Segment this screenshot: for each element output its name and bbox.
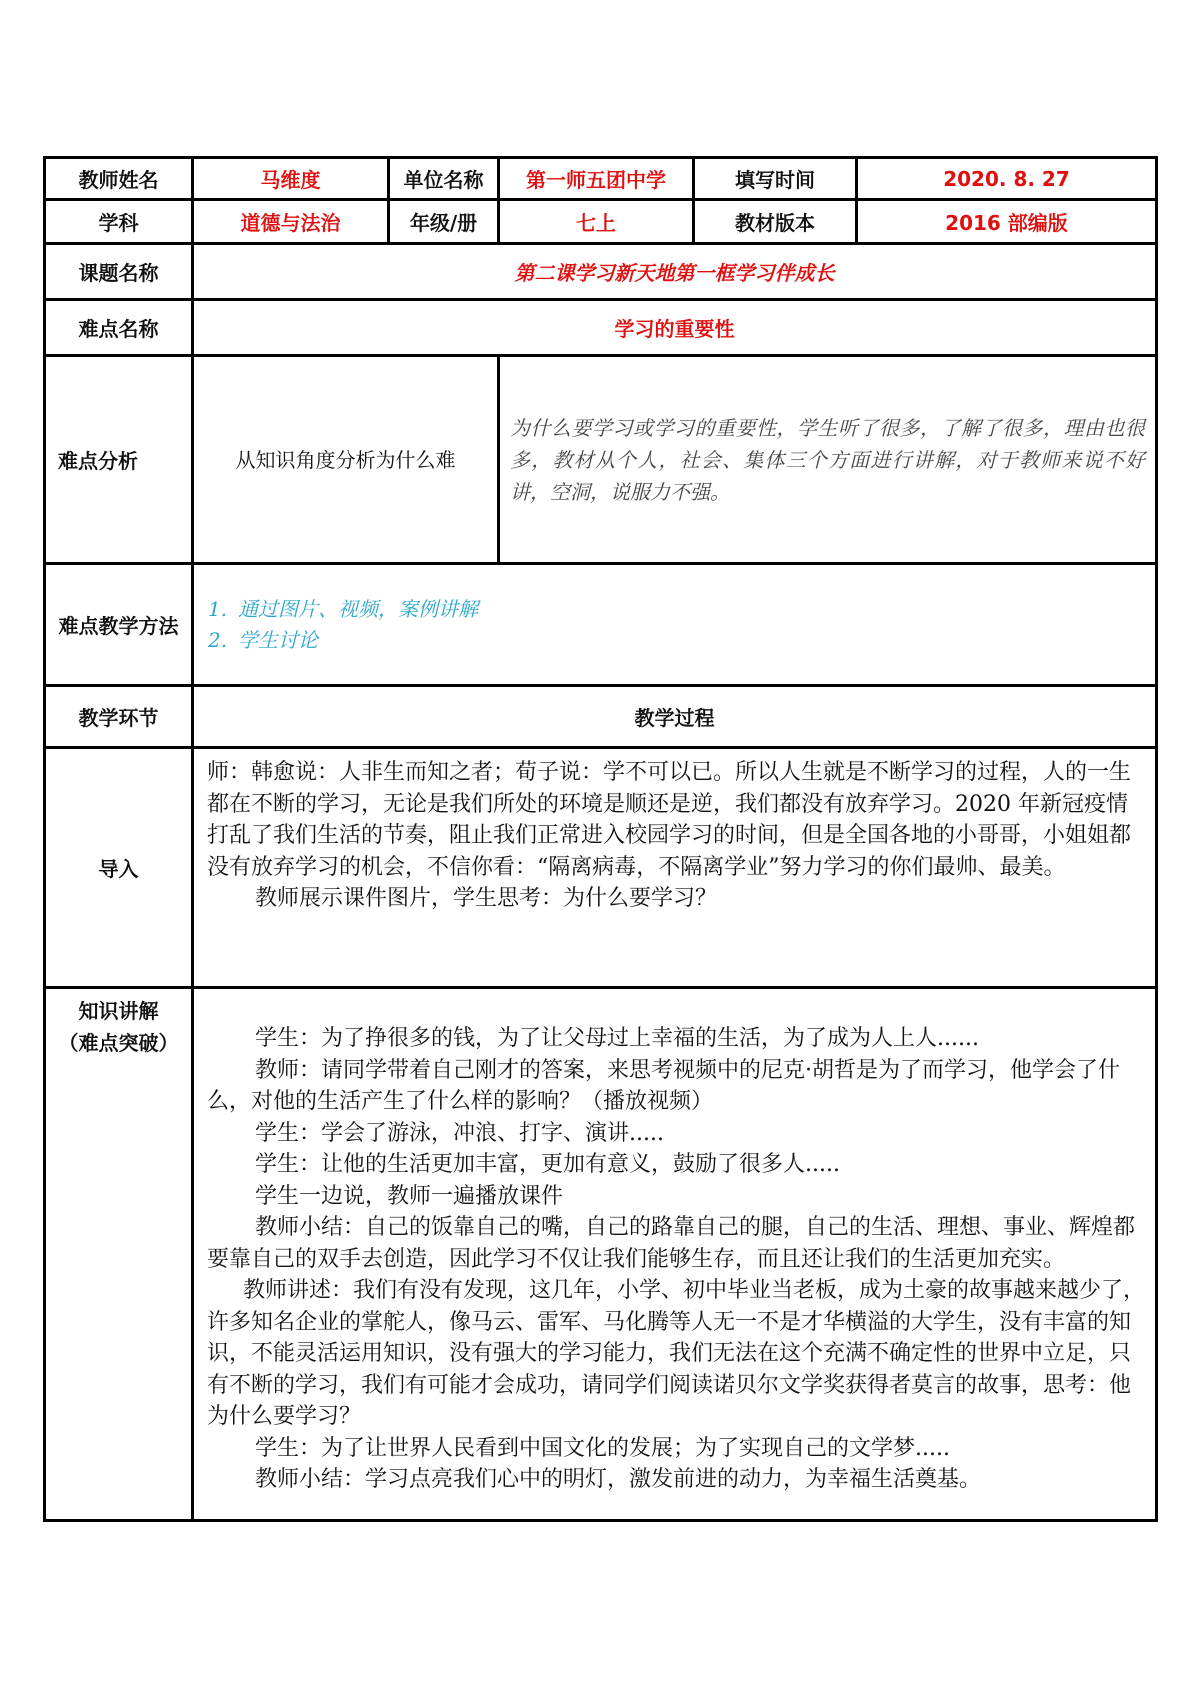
- difficulty-value: 学习的重要性: [193, 300, 1157, 356]
- unit-label: 单位名称: [389, 158, 499, 200]
- header-row-1: [45, 158, 1157, 200]
- intro-paragraph: 教师展示课件图片，学生思考：为什么要学习？: [255, 886, 718, 911]
- knowledge-row: [45, 988, 1157, 1521]
- edition-value: 2016 部编版: [857, 200, 1157, 244]
- method-label: 难点教学方法: [45, 564, 193, 686]
- knowledge-paragraph: 教师讲述：我们有没有发现，这几年，小学、初中毕业当老板，成为土豪的故事越来越少了，许多知名企业的掌舵人，像马云、雷军、马化腾等人无一不是才华横溢的大学生，没有丰富的知识，不能灵活运用知识，没有强大的学习能力，我们无法在这个充满不确定性的世界中立足，只有不断的学习，我们有可能才会成功，请同学们阅读诺贝尔文学奖获得者莫言的故事，思考：他为什么要学习？: [207, 1278, 1146, 1429]
- knowledge-paragraph: 学生：让他的生活更加丰富，更加有意义，鼓励了很多人.....: [255, 1152, 840, 1177]
- process-header-row: [45, 686, 1157, 748]
- knowledge-paragraph: 学生：为了挣很多的钱，为了让父母过上幸福的生活，为了成为人上人......: [255, 1026, 979, 1051]
- knowledge-content: [193, 988, 1157, 1521]
- intro-content: [193, 748, 1157, 988]
- teacher-label: 教师姓名: [45, 158, 193, 200]
- method-list: [193, 564, 1157, 686]
- method-item: 1. 通过图片、视频，案例讲解: [208, 596, 478, 621]
- analysis-label: 难点分析: [45, 356, 193, 564]
- edition-label: 教材版本: [694, 200, 857, 244]
- knowledge-paragraph: 学生：为了让世界人民看到中国文化的发展；为了实现自己的文学梦.....: [255, 1435, 950, 1461]
- knowledge-paragraph: 学生一边说，教师一遍播放课件: [255, 1183, 564, 1209]
- difficulty-label: 难点名称: [45, 300, 193, 356]
- subject-value: 道德与法治: [193, 200, 389, 244]
- teacher-value: 马维度: [193, 158, 389, 200]
- knowledge-label-line2: （难点突破）: [58, 1031, 179, 1055]
- grade-value: 七上: [499, 200, 694, 244]
- header-row-2: [45, 200, 1157, 244]
- process-content-header: 教学过程: [193, 686, 1157, 748]
- knowledge-paragraph: 教师小结：学习点亮我们心中的明灯，激发前进的动力，为幸福生活奠基。: [255, 1467, 982, 1492]
- method-row: [45, 564, 1157, 686]
- analysis-sub-label: 从知识角度分析为什么难: [193, 356, 499, 564]
- knowledge-paragraph: 学生：学会了游泳，冲浪、打字、演讲.....: [255, 1120, 664, 1146]
- process-stage-header: 教学环节: [45, 686, 193, 748]
- knowledge-label: [45, 988, 193, 1521]
- knowledge-label-line1: 知识讲解: [78, 999, 159, 1023]
- knowledge-paragraph: 教师小结：自己的饭靠自己的嘴，自己的路靠自己的腿，自己的生活、理想、事业、辉煌都要靠自己的双手去创造，因此学习不仅让我们能够生存，而且还让我们的生活更加充实。: [207, 1215, 1136, 1272]
- intro-row: [45, 748, 1157, 988]
- topic-value: 第二课学习新天地第一框学习伴成长: [193, 244, 1157, 300]
- unit-value: 第一师五团中学: [499, 158, 694, 200]
- knowledge-paragraph: 教师：请同学带着自己刚才的答案，来思考视频中的尼克·胡哲是为了而学习，他学会了什么，对他的生活产生了什么样的影响？（播放视频）: [207, 1057, 1120, 1114]
- lesson-plan-table: [43, 156, 1158, 1522]
- date-label: 填写时间: [694, 158, 857, 200]
- intro-paragraph: 师：韩愈说：人非生而知之者；荀子说：学不可以已。所以人生就是不断学习的过程，人的一生都在不断的学习，无论是我们所处的环境是顺还是逆，我们都没有放弃学习。2020 年新冠疫情打乱了我们生活的节奏，阻止我们正常进入校园学习的时间，但是全国各地的小哥哥，小姐姐都没有放弃学习的机会，不信你看：“隔离病毒，不隔离学业”努力学习的你们最帅、最美。: [207, 760, 1132, 880]
- intro-label: 导入: [45, 748, 193, 988]
- analysis-text: 为什么要学习或学习的重要性，学生听了很多，了解了很多，理由也很多，教材从个人，社会、集体三个方面进行讲解，对于教师来说不好讲，空洞，说服力不强。: [499, 356, 1157, 564]
- topic-label: 课题名称: [45, 244, 193, 300]
- date-value: 2020. 8. 27: [857, 158, 1157, 200]
- grade-label: 年级/册: [389, 200, 499, 244]
- analysis-row: [45, 356, 1157, 564]
- topic-row: [45, 244, 1157, 300]
- difficulty-row: [45, 300, 1157, 356]
- method-item: 2. 学生讨论: [208, 627, 318, 652]
- subject-label: 学科: [45, 200, 193, 244]
